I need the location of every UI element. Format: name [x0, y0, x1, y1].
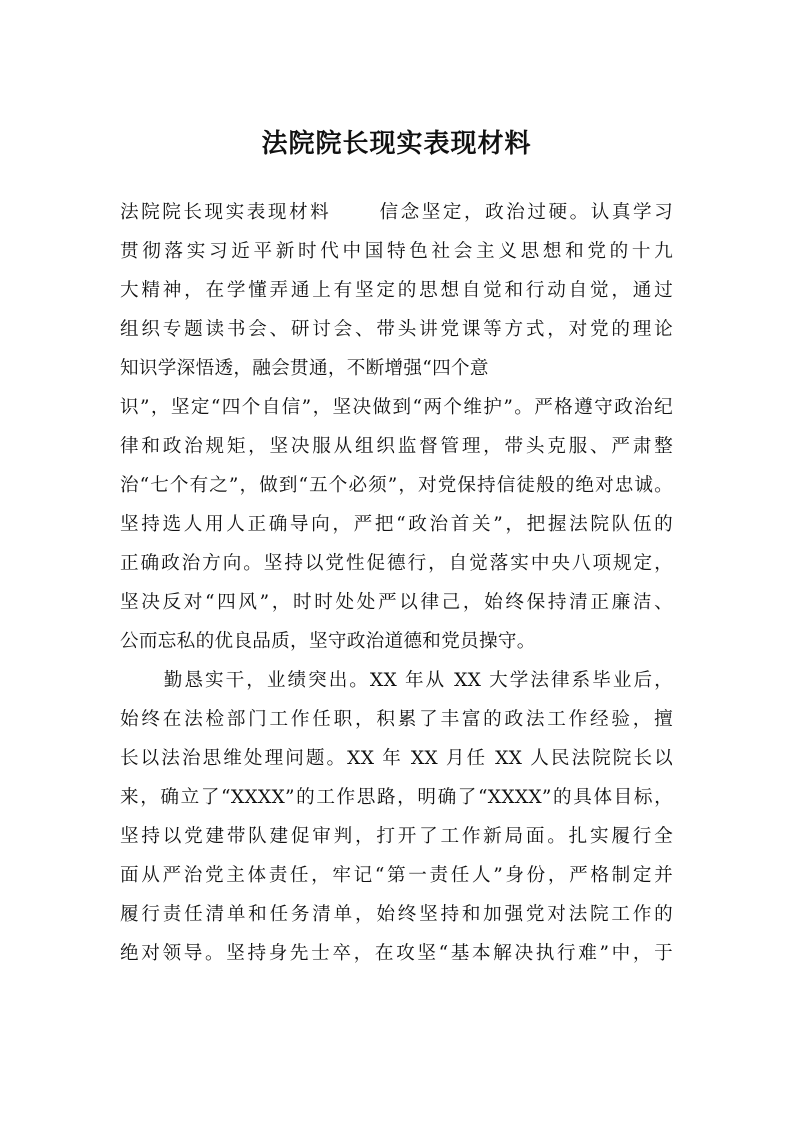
paragraph-line: 大精神，在学懂弄通上有坚定的思想自觉和行动自觉，通过	[120, 280, 673, 301]
paragraph-line	[120, 201, 673, 225]
paragraph-line: 贯彻落实习近平新时代中国特色社会主义思想和党的十九	[120, 241, 673, 262]
paragraph-line: 治“七个有之”，做到“五个必须”，对党保持信徒般的绝对忠诚。	[120, 475, 673, 496]
document-title: 法院院长现实表现材料	[261, 129, 532, 159]
paragraph-line: 知识学深悟透，融会贯通，不断增强“四个意	[120, 358, 489, 379]
paragraph-line: 绝对领导。坚持身先士卒，在攻坚“基本解决执行难”中，于	[120, 943, 673, 964]
paragraph-line: 来，确立了“XXXX”的工作思路，明确了“XXXX”的具体目标，	[120, 787, 673, 808]
paragraph-line: 面从严治党主体责任，牢记“第一责任人”身份，严格制定并	[120, 865, 673, 886]
paragraph-line: 履行责任清单和任务清单，始终坚持和加强党对法院工作的	[120, 904, 673, 925]
paragraph-line: 正确政治方向。坚持以党性促德行，自觉落实中央八项规定，	[120, 553, 673, 574]
paragraph-line: 坚持以党建带队建促审判，打开了工作新局面。扎实履行全	[120, 826, 673, 847]
paragraph-line: 始终在法检部门工作任职，积累了丰富的政法工作经验，擅	[120, 709, 673, 730]
paragraph-line: 坚持选人用人正确导向，严把“政治首关”，把握法院队伍的	[120, 514, 673, 535]
paragraph-text: 信念坚定，政治过硬。认真学习	[377, 202, 673, 223]
paragraph-line: 组织专题读书会、研讨会、带头讲党课等方式，对党的理论	[120, 319, 673, 340]
paragraph-line: 律和政治规矩，坚决服从组织监督管理，带头克服、严肃整	[120, 436, 673, 457]
paragraph-line: 长以法治思维处理问题。XX 年 XX 月任 XX 人民法院院长以	[120, 748, 673, 769]
paragraph-line	[120, 669, 673, 693]
inline-title: 法院院长现实表现材料	[120, 202, 332, 223]
paragraph-line: 公而忘私的优良品质，坚守政治道德和党员操守。	[120, 631, 536, 652]
paragraph-text: 勤恳实干，业绩突出。XX 年从 XX 大学法律系毕业后，	[162, 670, 673, 691]
paragraph-line: 识”，坚定“四个自信”，坚决做到“两个维护”。严格遵守政治纪	[120, 397, 673, 418]
paragraph-line: 坚决反对“四风”，时时处处严以律己，始终保持清正廉洁、	[120, 592, 673, 613]
